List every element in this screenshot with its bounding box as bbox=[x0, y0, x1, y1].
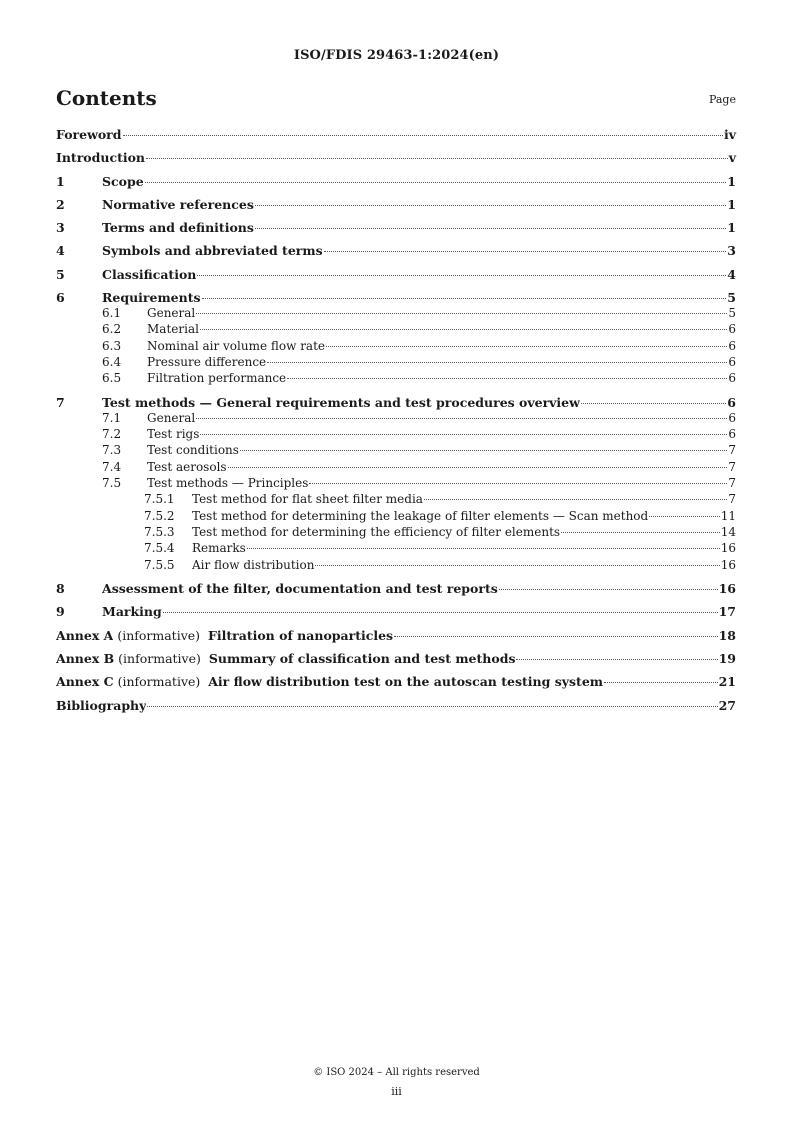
toc-entry-page: 1 bbox=[727, 220, 736, 236]
toc-entry-annex: Annex A bbox=[56, 627, 114, 643]
toc-entry-number: 6 bbox=[56, 290, 65, 306]
toc-entry-page: v bbox=[728, 150, 736, 166]
dot-leader bbox=[196, 313, 727, 314]
toc-entry[interactable] bbox=[56, 476, 736, 492]
toc-entry[interactable] bbox=[56, 460, 736, 476]
dot-leader bbox=[326, 346, 727, 347]
toc-entry[interactable] bbox=[56, 127, 736, 143]
toc-entry-page: 21 bbox=[718, 674, 736, 690]
toc-entry[interactable] bbox=[56, 371, 736, 387]
toc-entry-number: 6.4 bbox=[102, 354, 122, 369]
toc-entry-title: Test method for determining the leakage of filter elements — Scan method bbox=[192, 508, 649, 523]
toc-entry-page: 16 bbox=[720, 541, 736, 556]
toc-entry-number: 2 bbox=[56, 196, 65, 212]
toc-entry-number: 4 bbox=[56, 243, 65, 259]
toc-entry-page: 3 bbox=[727, 243, 736, 259]
toc-entry-title: Test conditions bbox=[147, 443, 239, 458]
toc-entry-page: 5 bbox=[727, 290, 736, 306]
dot-leader bbox=[163, 612, 718, 613]
copyright-footer: © ISO 2024 – All rights reserved bbox=[313, 1067, 480, 1078]
toc-entry-title: Scope bbox=[102, 173, 144, 189]
toc-entry-page: 7 bbox=[728, 492, 736, 507]
toc-entry-page: 1 bbox=[727, 173, 736, 189]
dot-leader bbox=[424, 499, 727, 500]
toc-entry-page: 16 bbox=[718, 581, 736, 597]
toc-entry-page: 4 bbox=[727, 266, 736, 282]
toc-entry-number: 9 bbox=[56, 604, 65, 620]
toc-entry-title: Test method for determining the efficiency of filter elements bbox=[192, 524, 561, 539]
toc-entry[interactable] bbox=[56, 197, 736, 213]
document-header: ISO/FDIS 29463-1:2024(en) bbox=[293, 48, 500, 63]
toc-entry-page: 18 bbox=[718, 627, 736, 643]
toc-entry[interactable] bbox=[56, 243, 736, 259]
toc-entry-number: 7.5.4 bbox=[144, 541, 175, 556]
toc-entry[interactable] bbox=[56, 698, 736, 714]
toc-entry-page: iv bbox=[723, 127, 736, 142]
toc-entry-title: Summary of classification and test methods bbox=[208, 651, 516, 667]
toc-entry-title: Filtration of nanoparticles bbox=[207, 627, 394, 643]
toc-entry[interactable] bbox=[56, 290, 736, 306]
dot-leader bbox=[123, 135, 723, 136]
toc-entry[interactable] bbox=[56, 150, 736, 166]
toc-entry-title: Assessment of the filter, documentation and test reports bbox=[102, 581, 498, 597]
toc-entry-number: 7.5 bbox=[102, 476, 122, 491]
toc-entry-title: Nominal air volume flow rate bbox=[147, 338, 326, 353]
toc-entry-annex: Annex B bbox=[56, 651, 115, 667]
dot-leader bbox=[240, 450, 727, 451]
dot-leader bbox=[145, 182, 727, 183]
toc-entry-title: Air flow distribution bbox=[192, 557, 315, 572]
toc-entry[interactable] bbox=[56, 628, 736, 644]
toc-entry[interactable] bbox=[56, 427, 736, 443]
dot-leader bbox=[604, 682, 718, 683]
toc-entry-number: 7.5.2 bbox=[144, 508, 175, 523]
dot-leader bbox=[315, 565, 719, 566]
toc-entry-annex: Annex C bbox=[56, 674, 114, 690]
toc-entry[interactable] bbox=[56, 220, 736, 236]
dot-leader bbox=[499, 589, 718, 590]
toc-entry-number: 6.2 bbox=[102, 322, 122, 337]
toc-entry-number: 7 bbox=[56, 394, 65, 410]
dot-leader bbox=[267, 362, 727, 363]
toc-entry-page: 11 bbox=[720, 508, 736, 523]
dot-leader bbox=[200, 329, 727, 330]
toc-entry-number: 7.5.1 bbox=[144, 492, 175, 507]
toc-entry-number: 7.1 bbox=[102, 410, 122, 425]
toc-entry-number: 1 bbox=[56, 173, 65, 189]
toc-entry-annex-tag: (informative) bbox=[114, 651, 209, 667]
toc-entry-number: 7.5.5 bbox=[144, 557, 175, 572]
table-of-contents bbox=[56, 127, 736, 714]
toc-entry-title: Material bbox=[147, 322, 199, 337]
toc-entry-title: Requirements bbox=[102, 290, 201, 306]
toc-entry[interactable] bbox=[56, 492, 736, 508]
toc-entry-page: 16 bbox=[720, 557, 736, 572]
dot-leader bbox=[324, 251, 727, 252]
toc-entry-number: 6.1 bbox=[102, 306, 122, 321]
toc-entry-title: Test method for flat sheet filter media bbox=[192, 492, 423, 507]
toc-entry-title: Symbols and abbreviated terms bbox=[102, 243, 323, 259]
toc-entry-annex-tag: (informative) bbox=[113, 627, 208, 643]
toc-entry-page: 14 bbox=[720, 524, 736, 539]
dot-leader bbox=[287, 378, 727, 379]
contents-title: Contents bbox=[56, 86, 157, 110]
toc-entry-page: 7 bbox=[728, 459, 736, 474]
toc-entry-title: Air flow distribution test on the autoscan testing system bbox=[208, 674, 603, 690]
toc-entry-page: 5 bbox=[728, 306, 736, 321]
toc-entry-title: Test methods — General requirements and test procedures overview bbox=[102, 394, 580, 410]
toc-entry[interactable] bbox=[56, 581, 736, 597]
toc-entry-page: 6 bbox=[728, 354, 736, 369]
toc-entry-page: 17 bbox=[718, 604, 736, 620]
toc-entry-number: 7.4 bbox=[102, 459, 122, 474]
toc-entry-page: 7 bbox=[728, 443, 736, 458]
dot-leader bbox=[202, 298, 727, 299]
dot-leader bbox=[146, 158, 728, 159]
toc-entry-page: 6 bbox=[728, 338, 736, 353]
toc-entry-number: 7.3 bbox=[102, 443, 122, 458]
toc-entry[interactable] bbox=[56, 411, 736, 427]
page-number: iii bbox=[391, 1085, 402, 1098]
toc-entry-number: 7.5.3 bbox=[144, 524, 175, 539]
page-column-label: Page bbox=[708, 93, 736, 106]
toc-entry-title: Filtration performance bbox=[147, 371, 287, 386]
toc-entry-title: General bbox=[147, 306, 196, 321]
toc-entry-number: 8 bbox=[56, 581, 65, 597]
toc-entry[interactable] bbox=[56, 541, 736, 557]
toc-entry-page: 7 bbox=[728, 476, 736, 491]
toc-entry-title: Test rigs bbox=[147, 427, 200, 442]
toc-entry-page: 6 bbox=[728, 410, 736, 425]
toc-entry-page: 1 bbox=[727, 196, 736, 212]
toc-entry[interactable] bbox=[56, 339, 736, 355]
toc-entry-page: 19 bbox=[718, 651, 736, 667]
dot-leader bbox=[247, 548, 720, 549]
dot-leader bbox=[255, 205, 726, 206]
toc-entry[interactable] bbox=[56, 174, 736, 190]
dot-leader bbox=[197, 275, 726, 276]
toc-entry-page: 6 bbox=[728, 427, 736, 442]
toc-entry[interactable] bbox=[56, 306, 736, 322]
toc-entry-title: Marking bbox=[102, 604, 162, 620]
toc-entry-number: 5 bbox=[56, 266, 65, 282]
toc-entry-number: 7.2 bbox=[102, 427, 122, 442]
toc-entry-number: 6.3 bbox=[102, 338, 122, 353]
toc-entry-title: General bbox=[147, 410, 196, 425]
toc-entry[interactable] bbox=[56, 395, 736, 411]
toc-entry[interactable] bbox=[56, 604, 736, 620]
toc-entry-page: 6 bbox=[728, 322, 736, 337]
dot-leader bbox=[394, 636, 718, 637]
toc-entry-title: Classification bbox=[102, 266, 197, 282]
dot-leader bbox=[309, 483, 727, 484]
dot-leader bbox=[516, 659, 717, 660]
dot-leader bbox=[147, 706, 717, 707]
toc-entry-title: Test methods — Principles bbox=[147, 476, 309, 491]
dot-leader bbox=[196, 418, 727, 419]
dot-leader bbox=[649, 516, 720, 517]
toc-entry[interactable] bbox=[56, 267, 736, 283]
toc-entry[interactable] bbox=[56, 651, 736, 667]
toc-entry[interactable] bbox=[56, 322, 736, 338]
toc-entry[interactable] bbox=[56, 355, 736, 371]
dot-leader bbox=[255, 228, 726, 229]
dot-leader bbox=[200, 434, 727, 435]
toc-entry-number: 3 bbox=[56, 220, 65, 236]
toc-entry[interactable] bbox=[56, 443, 736, 459]
toc-entry-title: Introduction bbox=[56, 150, 146, 166]
toc-entry-title: Normative references bbox=[102, 196, 254, 212]
toc-entry-title: Foreword bbox=[56, 127, 122, 142]
toc-entry-page: 6 bbox=[727, 394, 736, 410]
toc-entry-title: Test aerosols bbox=[147, 459, 227, 474]
toc-entry-page: 6 bbox=[728, 371, 736, 386]
toc-entry-annex-tag: (informative) bbox=[113, 674, 209, 690]
toc-entry-page: 27 bbox=[718, 697, 736, 713]
dot-leader bbox=[581, 403, 726, 404]
toc-entry-title: Remarks bbox=[192, 541, 246, 556]
toc-entry-title: Pressure difference bbox=[147, 354, 267, 369]
toc-entry-title: Terms and definitions bbox=[102, 220, 254, 236]
toc-entry-title: Bibliography bbox=[56, 697, 147, 713]
toc-entry[interactable] bbox=[56, 509, 736, 525]
dot-leader bbox=[228, 467, 728, 468]
toc-entry-number: 6.5 bbox=[102, 371, 122, 386]
toc-entry[interactable] bbox=[56, 558, 736, 574]
toc-entry[interactable] bbox=[56, 525, 736, 541]
dot-leader bbox=[561, 532, 720, 533]
toc-entry[interactable] bbox=[56, 674, 736, 690]
